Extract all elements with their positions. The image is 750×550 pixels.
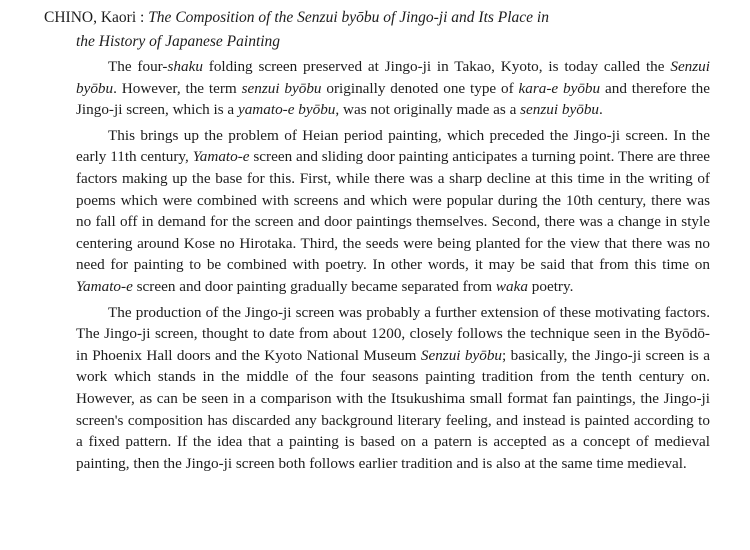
text-run: This brings up the problem of Heian period painting, which preceded the Jingo-ji screen. In the early 11th century, xyxy=(76,126,710,166)
italic-term: yamato-e byōbu xyxy=(237,101,336,119)
paragraph xyxy=(76,302,710,475)
italic-term: Senzui byōbu xyxy=(76,58,710,97)
article-heading xyxy=(44,6,734,54)
paragraph xyxy=(76,125,710,298)
author-name: CHINO, Kaori : xyxy=(44,9,145,26)
text-run: originally denoted one type of xyxy=(321,79,519,97)
text-run: screen and sliding door painting anticipates a turning point. There are three factors making up the base for this. First, while there was a sharp decline at this time in the writing of poems which were combined with screens and which were popular during the 10th century, there was no fall off in demand for the screen and door paintings themselves. Second, there was a change in style centering around Kose no Hirotaka. Third, the seeds were being planted for the view that there was no need for painting to be combined with poetry. In other words, it may be said that from this time on xyxy=(76,148,711,274)
text-run: and therefore the Jingo-ji screen, which is a xyxy=(76,79,710,119)
italic-term: senzui byōbu xyxy=(520,101,600,119)
text-run: . However, the term xyxy=(113,79,242,97)
text-run: folding screen preserved at Jingo-ji in Takao, Kyoto, is today called the xyxy=(202,58,671,75)
italic-term: Yamato-e xyxy=(76,277,133,295)
text-run: ; basically, the Jingo-ji screen is a work which stands in the middle of the four seasons painting tradition from the tenth century on. However, as can be seen in a comparison with the Itsukushima small format fan paintings, the Jingo-ji screen's composition has discarded any background literary feeling, and instead is painted according to a fixed pattern. If the idea that a painting is based on a patern is accepted as a concept of medieval painting, then the Jingo-ji screen both follows earlier tradition and is also at the same time medieval. xyxy=(76,346,710,472)
text-run: poetry. xyxy=(527,277,574,295)
italic-term: shaku xyxy=(167,58,203,75)
italic-term: waka xyxy=(495,277,528,295)
italic-term: Senzui byōbu xyxy=(420,346,503,364)
article-title-line-1: The Composition of the Senzui byōbu of Jingo-ji and Its Place in xyxy=(148,9,549,26)
italic-term: Yamato-e xyxy=(192,148,250,166)
italic-term: senzui byōbu xyxy=(241,79,322,97)
abstract-body xyxy=(76,56,710,478)
text-run: , was not originally made as a xyxy=(335,101,521,119)
paragraph xyxy=(76,56,710,121)
text-run: . xyxy=(599,101,603,119)
italic-term: kara-e byōbu xyxy=(518,79,601,97)
article-title-line-2: the History of Japanese Painting xyxy=(76,33,281,50)
text-run: screen and door painting gradually became separated from xyxy=(132,277,496,295)
text-run: The four- xyxy=(108,58,168,75)
text-run: The production of the Jingo-ji screen was probably a further extension of these motivating factors. The Jingo-ji screen, thought to date from about 1200, closely follows the technique seen in the Byōdō-in Phoenix Hall doors and the Kyoto National Museum xyxy=(76,303,710,364)
